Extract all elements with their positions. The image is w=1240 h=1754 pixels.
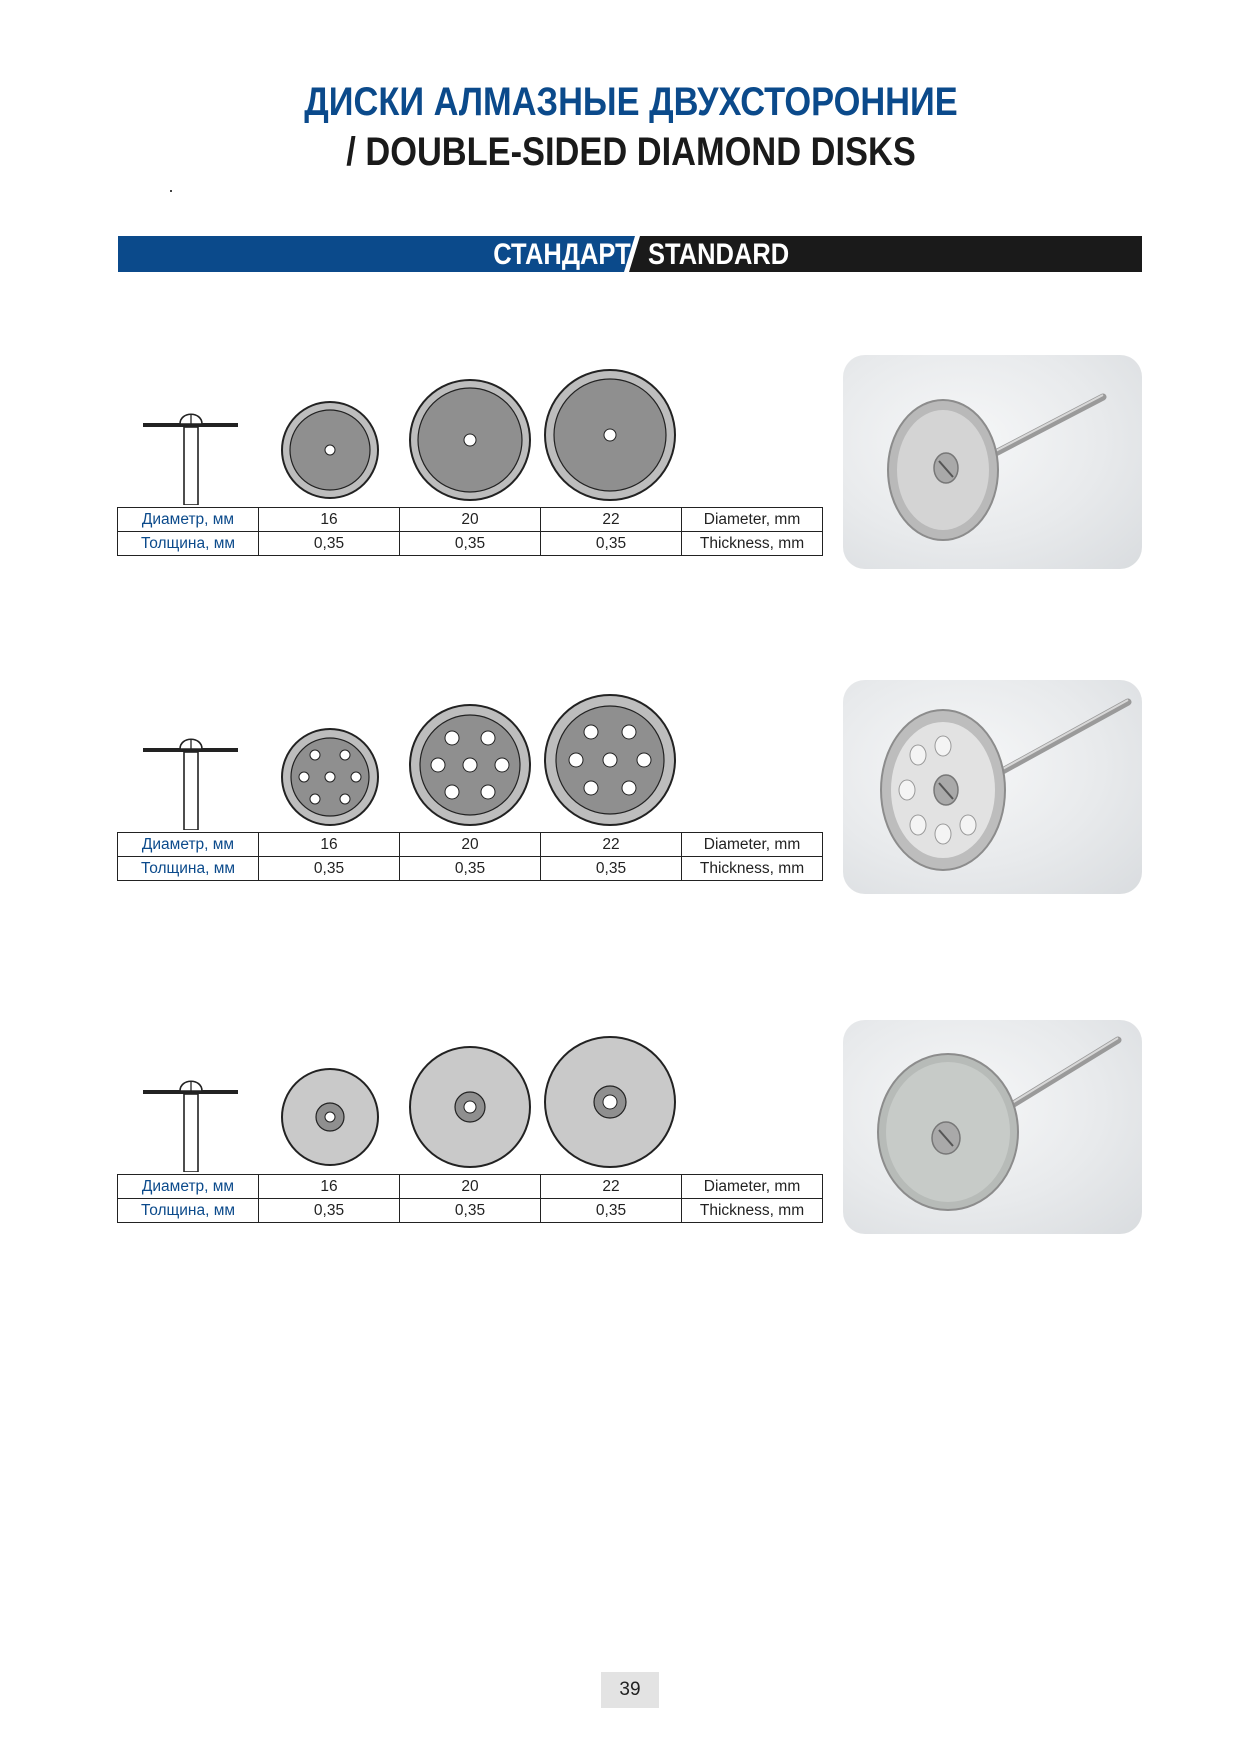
table-cell: 20 [400, 508, 541, 532]
coated-disk-20-icon [410, 1047, 530, 1167]
perforated-disk-20-icon [410, 705, 530, 825]
table-cell: 16 [259, 1175, 400, 1199]
disk-drawings [118, 1012, 698, 1172]
spec-table [117, 1174, 823, 1223]
table-row [118, 833, 823, 857]
perforated-disk-22-icon [545, 695, 675, 825]
thickness-label-ru: Толщина, мм [118, 532, 259, 556]
spec-table [117, 507, 823, 556]
table-cell: 16 [259, 508, 400, 532]
table-cell: 20 [400, 1175, 541, 1199]
thickness-label-en: Thickness, mm [682, 1199, 823, 1223]
coated-disk-22-icon [545, 1037, 675, 1167]
page-number: 39 [601, 1672, 659, 1708]
table-cell: 0,35 [541, 1199, 682, 1223]
mandrel-side-view-icon [143, 739, 238, 830]
table-cell: 22 [541, 508, 682, 532]
diameter-label-ru: Диаметр, мм [118, 1175, 259, 1199]
coated-disk-16-icon [282, 1069, 378, 1165]
disk-22-icon [545, 370, 675, 500]
table-cell: 22 [541, 833, 682, 857]
thickness-label-ru: Толщина, мм [118, 1199, 259, 1223]
thickness-label-en: Thickness, mm [682, 857, 823, 881]
diameter-label-en: Diameter, mm [682, 508, 823, 532]
diameter-label-ru: Диаметр, мм [118, 508, 259, 532]
table-cell: 0,35 [259, 532, 400, 556]
stray-dot [170, 190, 172, 192]
table-row [118, 508, 823, 532]
table-row [118, 857, 823, 881]
table-cell: 0,35 [541, 532, 682, 556]
table-cell: 0,35 [400, 1199, 541, 1223]
perforated-disk-16-icon [282, 729, 378, 825]
page-title-en: / DOUBLE-SIDED DIAMOND DISKS [346, 130, 916, 174]
table-cell: 16 [259, 833, 400, 857]
table-cell: 0,35 [259, 1199, 400, 1223]
table-row [118, 1199, 823, 1223]
table-row [118, 1175, 823, 1199]
thickness-label-en: Thickness, mm [682, 532, 823, 556]
diameter-label-en: Diameter, mm [682, 1175, 823, 1199]
product-photo-2 [843, 680, 1142, 894]
table-cell: 0,35 [400, 532, 541, 556]
table-row [118, 532, 823, 556]
disk-drawings [118, 670, 698, 830]
diameter-label-ru: Диаметр, мм [118, 833, 259, 857]
thickness-label-ru: Толщина, мм [118, 857, 259, 881]
spec-table [117, 832, 823, 881]
table-cell: 0,35 [541, 857, 682, 881]
product-photo-1 [843, 355, 1142, 569]
disk-16-icon [282, 402, 378, 498]
diameter-label-en: Diameter, mm [682, 833, 823, 857]
table-cell: 0,35 [259, 857, 400, 881]
mandrel-side-view-icon [143, 1081, 238, 1172]
category-banner [118, 236, 1142, 272]
banner-label-ru: СТАНДАРТ [493, 238, 631, 271]
product-photo-3 [843, 1020, 1142, 1234]
disk-drawings [118, 345, 698, 505]
table-cell: 20 [400, 833, 541, 857]
table-cell: 22 [541, 1175, 682, 1199]
table-cell: 0,35 [400, 857, 541, 881]
disk-20-icon [410, 380, 530, 500]
mandrel-side-view-icon [143, 414, 238, 505]
banner-label-en: STANDARD [648, 238, 790, 271]
page-title-ru: ДИСКИ АЛМАЗНЫЕ ДВУХСТОРОННИЕ [304, 80, 958, 124]
